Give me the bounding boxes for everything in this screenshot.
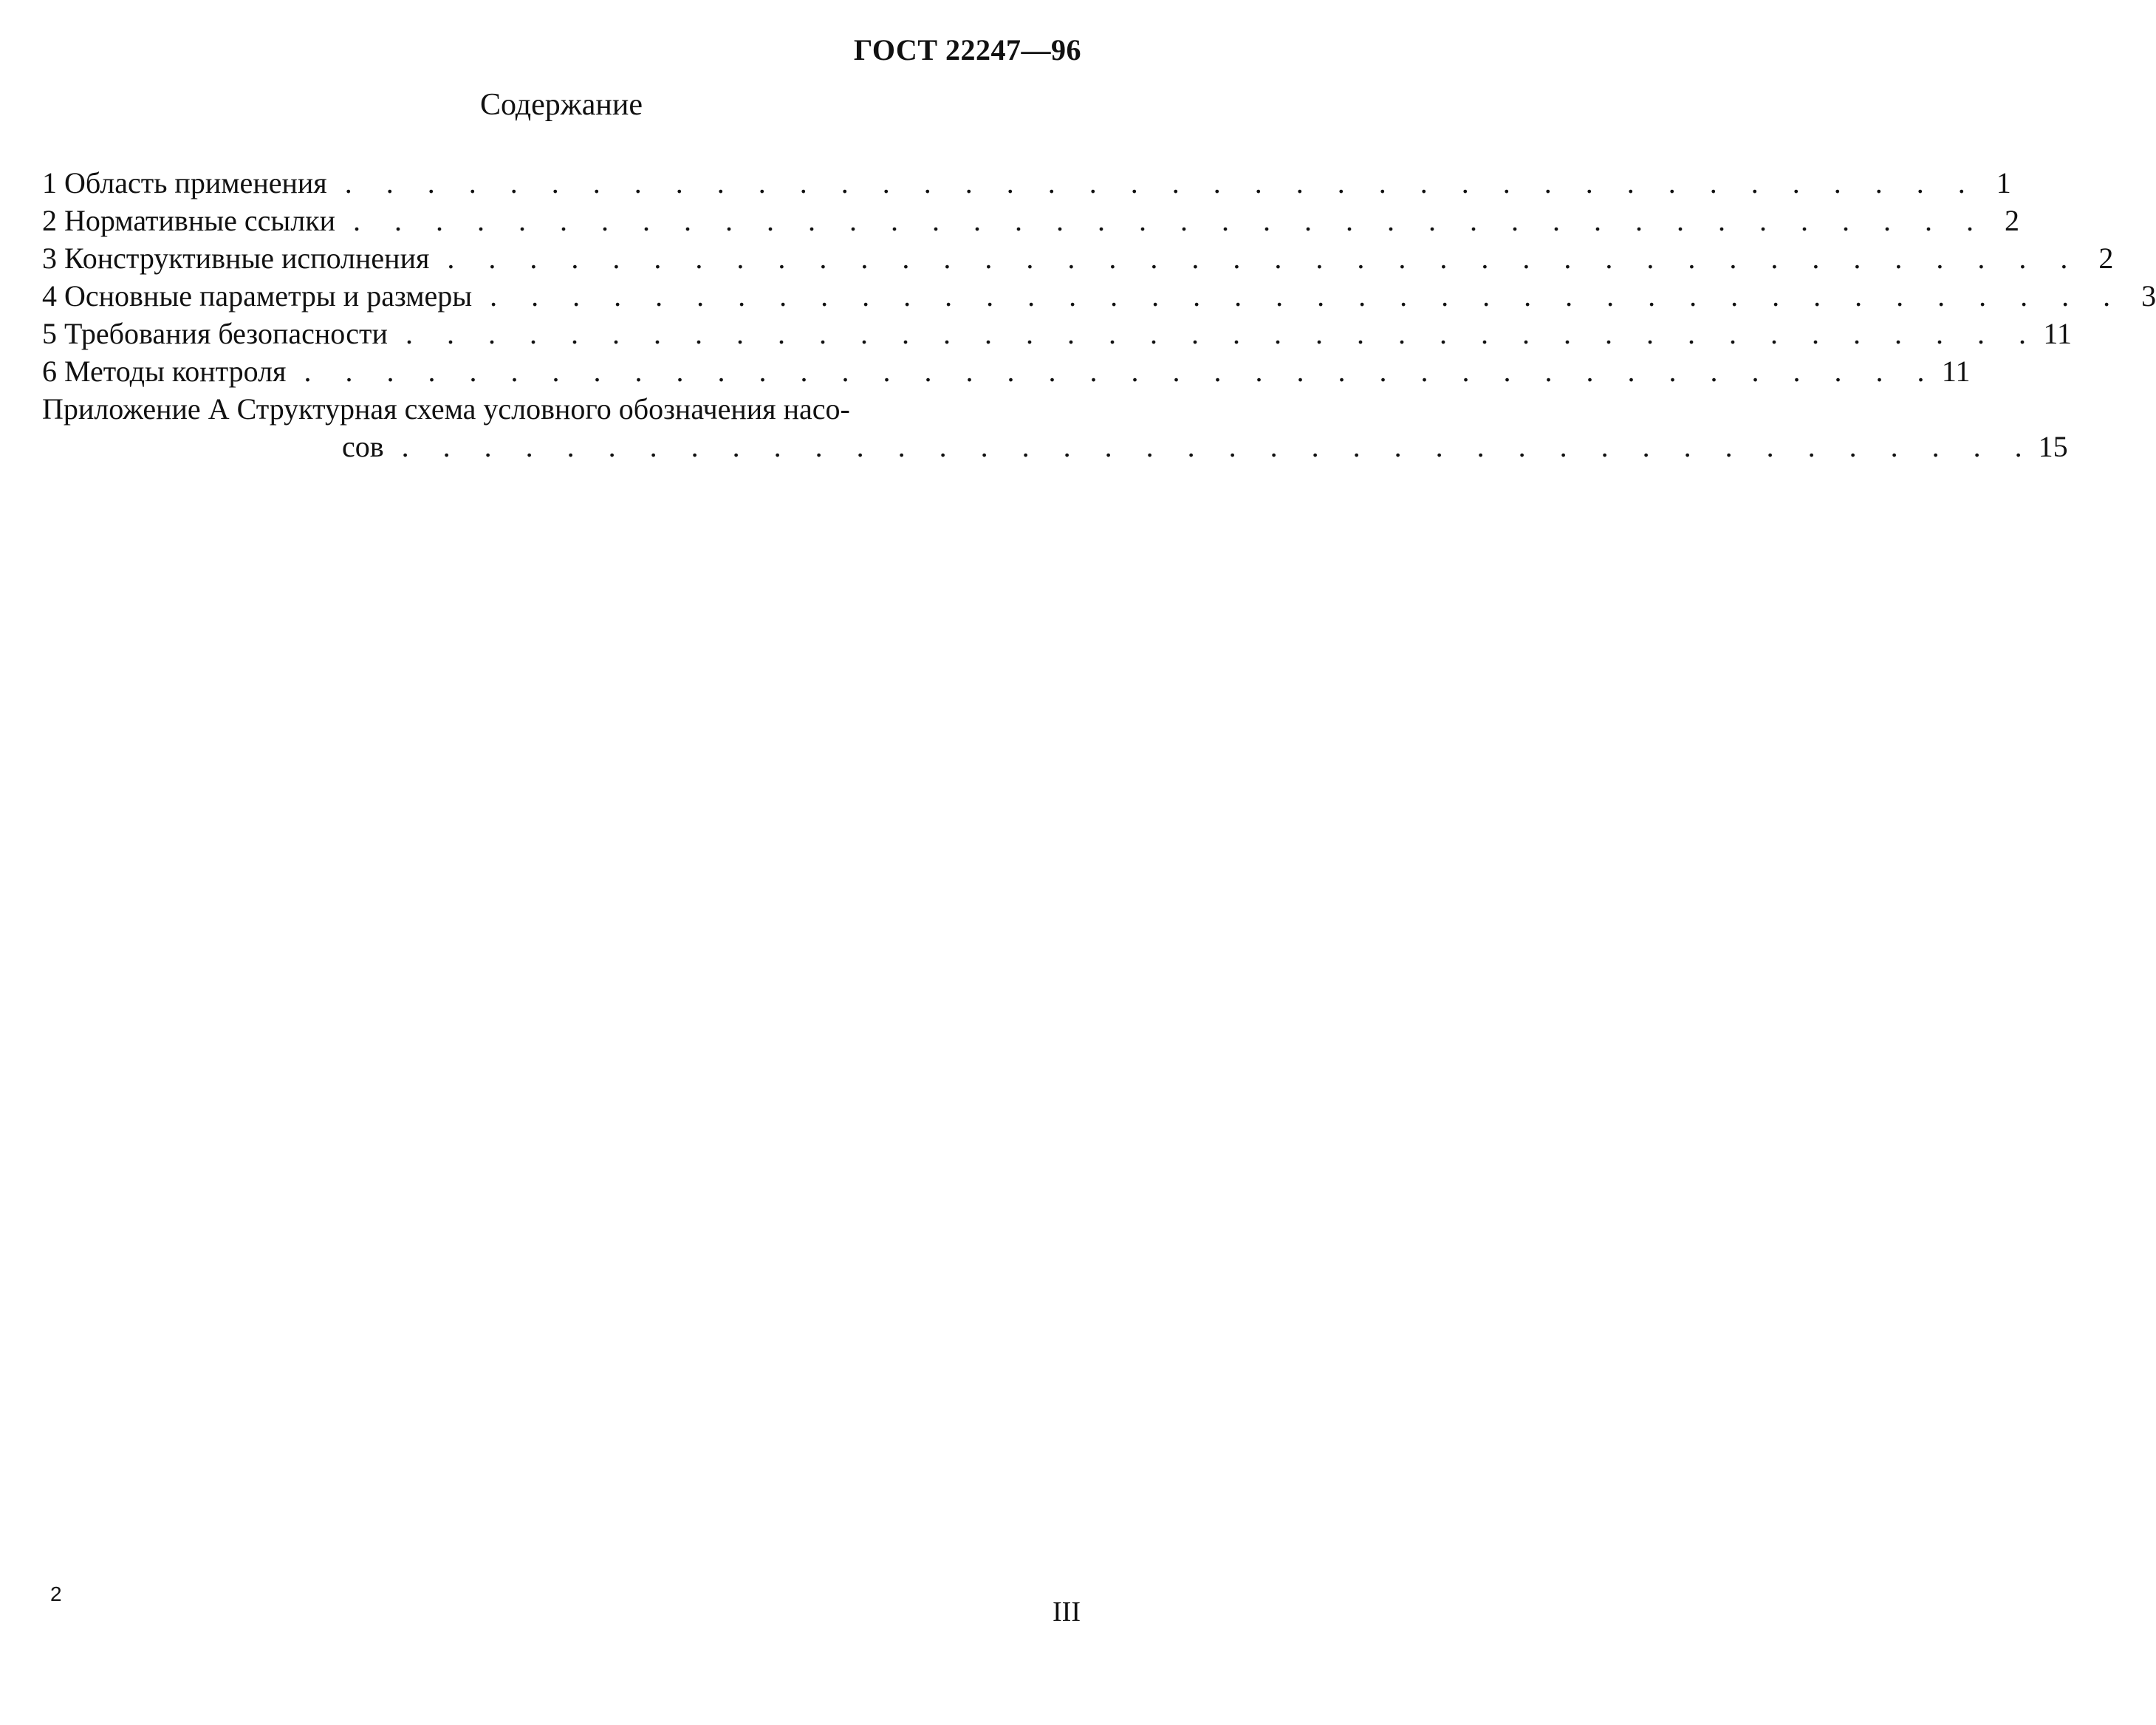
toc-leader-dots: . . . . . . . . . . . . . . . . . . . . . . . . . . . . . . . . . . . . . . . . (405, 317, 2039, 350)
toc-entry[interactable] (42, 352, 1971, 390)
toc-entry-page: 2 (2098, 242, 2114, 275)
toc-entry-label: 1 Область применения (42, 166, 327, 199)
toc-leader-dots: . . . . . . . . . . . . . . . . . . . . . . . . . . . . . . . . . . . . . . . . (353, 204, 1988, 237)
page-number-left: 2 (50, 1582, 62, 1605)
toc-entry-label: 5 Требования безопасности (42, 317, 388, 350)
toc-entry-label: 2 Нормативные ссылки (42, 204, 336, 237)
toc-entry[interactable] (42, 277, 2156, 315)
page-number-right: III (1053, 1596, 1081, 1627)
toc-entry-page: 3 (2141, 279, 2156, 312)
toc-entry[interactable] (42, 390, 1082, 428)
toc-leader-dots: . . . . . . . . . . . . . . . . . . . . . . . . . . . . . . . . . . . . . . . . (401, 430, 2036, 463)
toc-entry[interactable] (42, 202, 2020, 239)
toc-entry-page: 1 (1996, 166, 2011, 199)
toc-entry-page: 11 (1941, 355, 1971, 388)
toc-entry[interactable] (42, 164, 2011, 202)
toc-leader-dots: . . . . . . . . . . . . . . . . . . . . . . . . . . . . . . . . . . . . . . . . (344, 166, 1979, 199)
toc-entry-label: Приложение А Структурная схема условного обозначения насо- (42, 392, 850, 426)
document-code: ГОСТ 22247—96 (853, 33, 1081, 66)
toc-title: Содержание (479, 88, 643, 122)
toc-entry-label: 4 Основные параметры и размеры (42, 279, 473, 312)
toc-entry-label: 6 Методы контроля (42, 355, 287, 388)
toc-entry-continuation[interactable] (42, 428, 2068, 465)
toc-entry-label-continuation: сов (342, 430, 384, 463)
table-of-contents (42, 164, 2156, 465)
toc-entry-label: 3 Конструктивные исполнения (42, 242, 430, 275)
toc-entry[interactable] (42, 239, 2114, 277)
toc-leader-dots: . . . . . . . . . . . . . . . . . . . . . . . . . . . . . . . . . . . . . . . . (447, 242, 2081, 275)
toc-entry-page: 15 (2038, 430, 2068, 463)
toc-entry-page: 11 (2043, 317, 2072, 350)
toc-entry[interactable] (42, 315, 2072, 352)
toc-leader-dots: . . . . . . . . . . . . . . . . . . . . . . . . . . . . . . . . . . . . . . . . (490, 279, 2124, 312)
toc-leader-dots: . . . . . . . . . . . . . . . . . . . . . . . . . . . . . . . . . . . . . . . . (304, 355, 1938, 388)
toc-entry-page: 2 (2005, 204, 2020, 237)
